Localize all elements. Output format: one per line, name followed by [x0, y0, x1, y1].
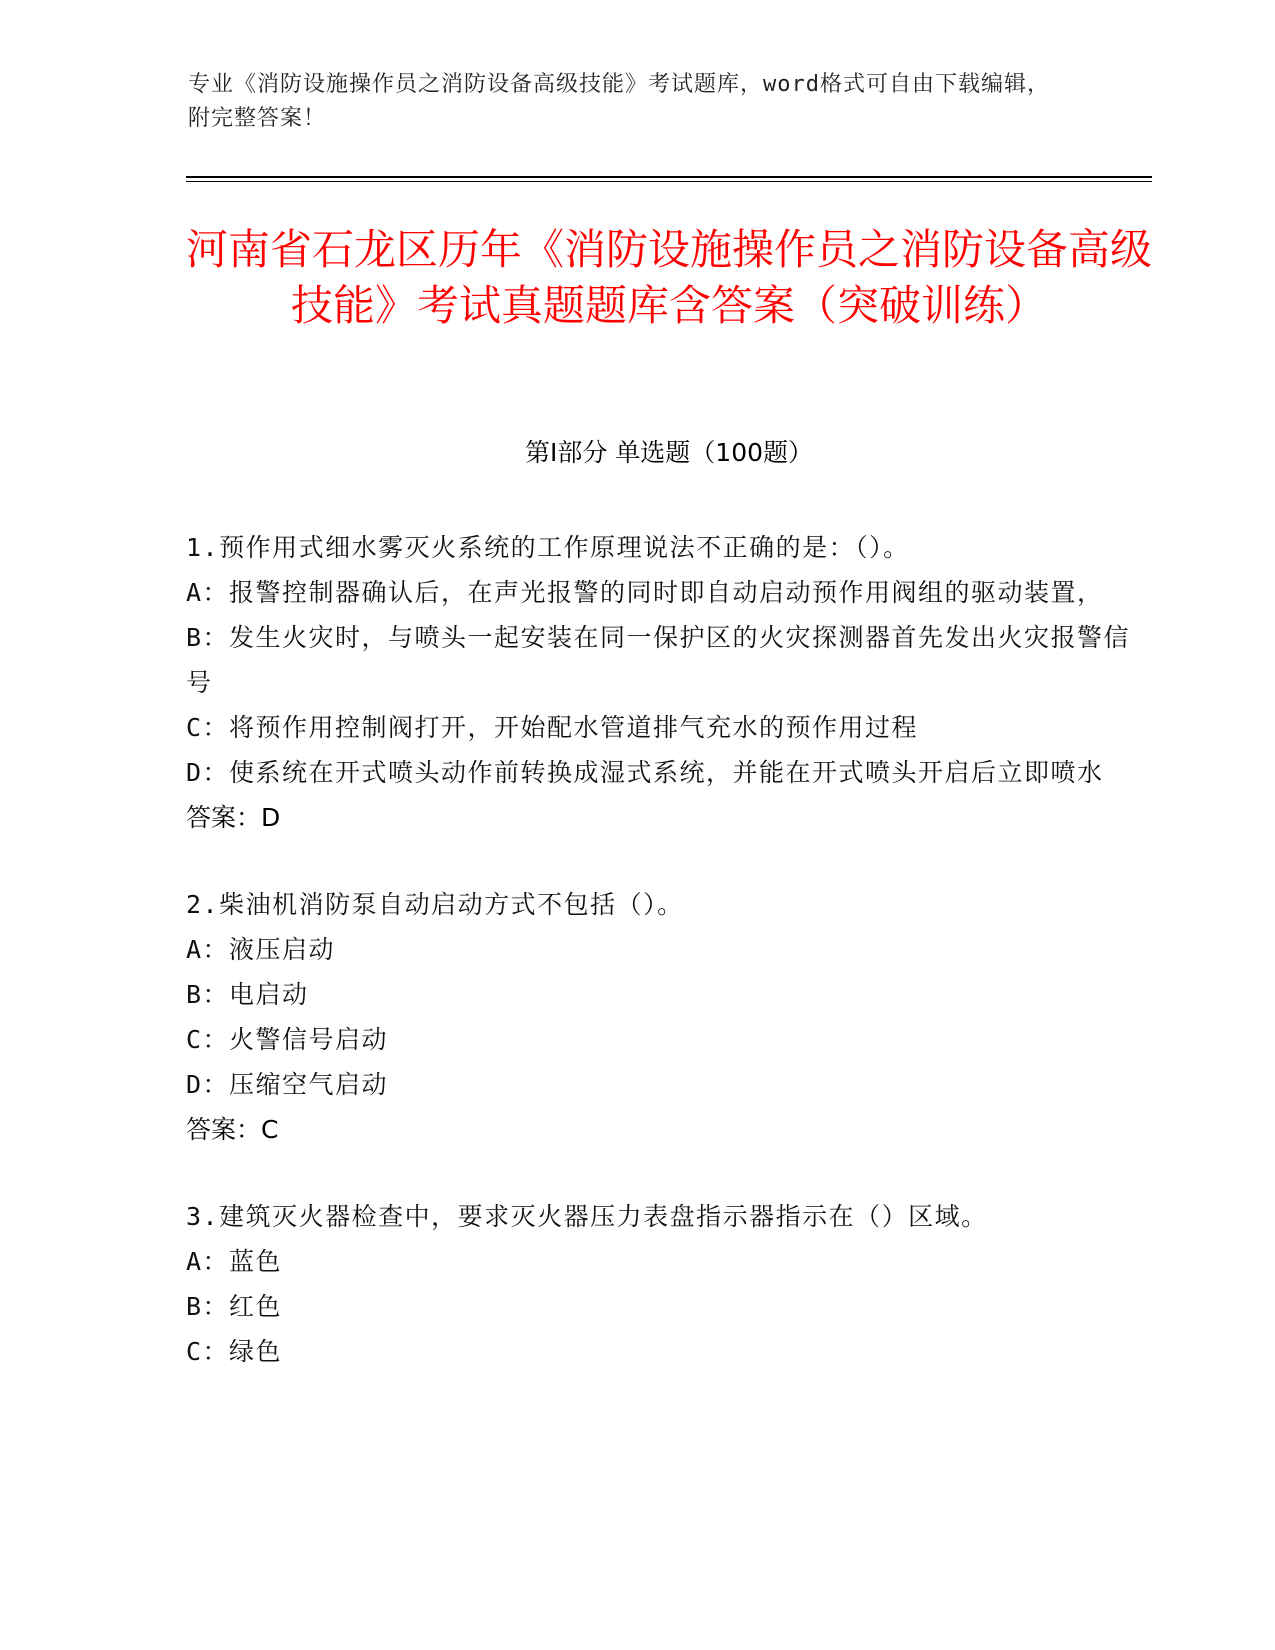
answer-label: 答案：C: [186, 1115, 279, 1144]
document-title: 河南省石龙区历年《消防设施操作员之消防设备高级技能》考试真题题库含答案（突破训练）: [186, 225, 1153, 330]
question-stem: 3.建筑灭火器检查中，要求灭火器压力表盘指示器指示在（）区域。: [186, 1202, 988, 1231]
answer-label: 答案：D: [186, 803, 281, 832]
option-d: D：压缩空气启动: [186, 1070, 389, 1099]
option-b: B：电启动: [186, 980, 309, 1009]
option-c: C：将预作用控制阀打开，开始配水管道排气充水的预作用过程: [186, 713, 919, 742]
option-a: A：蓝色: [186, 1247, 283, 1276]
question-3: [186, 1194, 1146, 1374]
option-b: B：发生火灾时，与喷头一起安装在同一保护区的火灾探测器首先发出火灾报警信号: [186, 623, 1131, 697]
option-c: C：绿色: [186, 1337, 283, 1366]
option-a: A：液压启动: [186, 935, 336, 964]
header-note: 专业《消防设施操作员之消防设备高级技能》考试题库，word格式可自由下载编辑，附完整答案！: [188, 72, 1050, 131]
option-d: D：使系统在开式喷头动作前转换成湿式系统，并能在开式喷头开启后立即喷水: [186, 758, 1104, 787]
question-list: [186, 525, 1146, 1416]
section-title: 第Ⅰ部分 单选题（100题）: [524, 438, 814, 467]
option-b: B：红色: [186, 1292, 283, 1321]
option-c: C：火警信号启动: [186, 1025, 389, 1054]
question-stem: 2.柴油机消防泵自动启动方式不包括（）。: [186, 890, 684, 919]
question-stem: 1.预作用式细水雾灭火系统的工作原理说法不正确的是：（）。: [186, 533, 910, 562]
question-2: [186, 882, 1146, 1152]
header-rule-thick: [186, 176, 1152, 178]
question-1: [186, 525, 1146, 840]
option-a: A：报警控制器确认后，在声光报警的同时即自动启动预作用阀组的驱动装置，: [186, 578, 1104, 607]
header-rule-thin: [186, 181, 1152, 182]
